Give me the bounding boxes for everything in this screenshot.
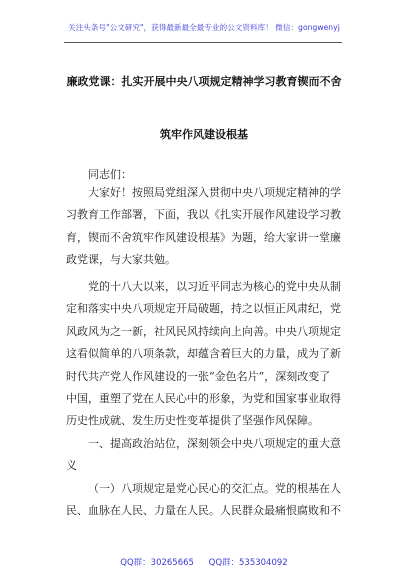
header-banner: 关注头条号"公文研究"，获得最新最全最专业的公文资料库！ 微信：gongwenyj [68, 23, 340, 32]
paragraph-line: 历史性成就、发生历史性变革提供了坚强作风保障。 [66, 414, 319, 428]
paragraph-line: 这看似简单的八项条款，却蕴含着巨大的力量，成为了新 [66, 347, 341, 361]
paragraph-1 [66, 182, 344, 272]
footer-qq-group-2: QQ群：535304092 [208, 558, 288, 568]
footer-contact [0, 556, 408, 568]
paragraph-3 [66, 478, 344, 523]
salutation: 同志们： [88, 168, 132, 181]
paragraph-line: 大家好！按照局党组深入贯彻中央八项规定精神的学 [88, 186, 341, 199]
paragraph-line: 中国，重塑了党在人民心中的形象，为党和国家事业取得 [66, 392, 341, 406]
paragraph-line: 政党课，与大家共勉。 [66, 253, 176, 267]
paragraph-line: 党的十八大以来，以习近平同志为核心的党中央从制 [88, 280, 341, 293]
paragraph-line: 民、血脉在人民、力量在人民。人民群众最痛恨腐败和不 [66, 504, 341, 518]
paragraph-line: 风政风为之一新，社风民风持续向上向善。中央八项规定 [66, 324, 341, 338]
document-title-line-2: 筑牢作风建设根基 [160, 128, 248, 141]
paragraph-line: 一、提高政治站位，深刻领会中央八项规定的重大意 [88, 437, 341, 450]
paragraph-2 [66, 276, 344, 433]
paragraph-line: 义 [66, 459, 77, 473]
section-heading-1 [66, 433, 344, 478]
paragraph-line: （一）八项规定是党心民心的交汇点。党的根基在人 [88, 482, 341, 495]
paragraph-line: 定和落实中央八项规定开局破题，持之以恒正风肃纪，党 [66, 302, 341, 316]
header-divider [64, 42, 342, 43]
paragraph-line: 习教育工作部署，下面，我以《扎实开展作风建设学习教 [66, 208, 341, 222]
footer-qq-group-1: QQ群：30265665 [120, 558, 194, 568]
paragraph-line: 育，锲而不舍筑牢作风建设根基》为题，给大家讲一堂廉 [66, 230, 341, 244]
paragraph-line: 时代共产党人作风建设的一张“金色名片”，深刻改变了 [66, 369, 331, 383]
document-title-line-1: 廉政党课：扎实开展中央八项规定精神学习教育锲而不舍 [66, 75, 342, 88]
